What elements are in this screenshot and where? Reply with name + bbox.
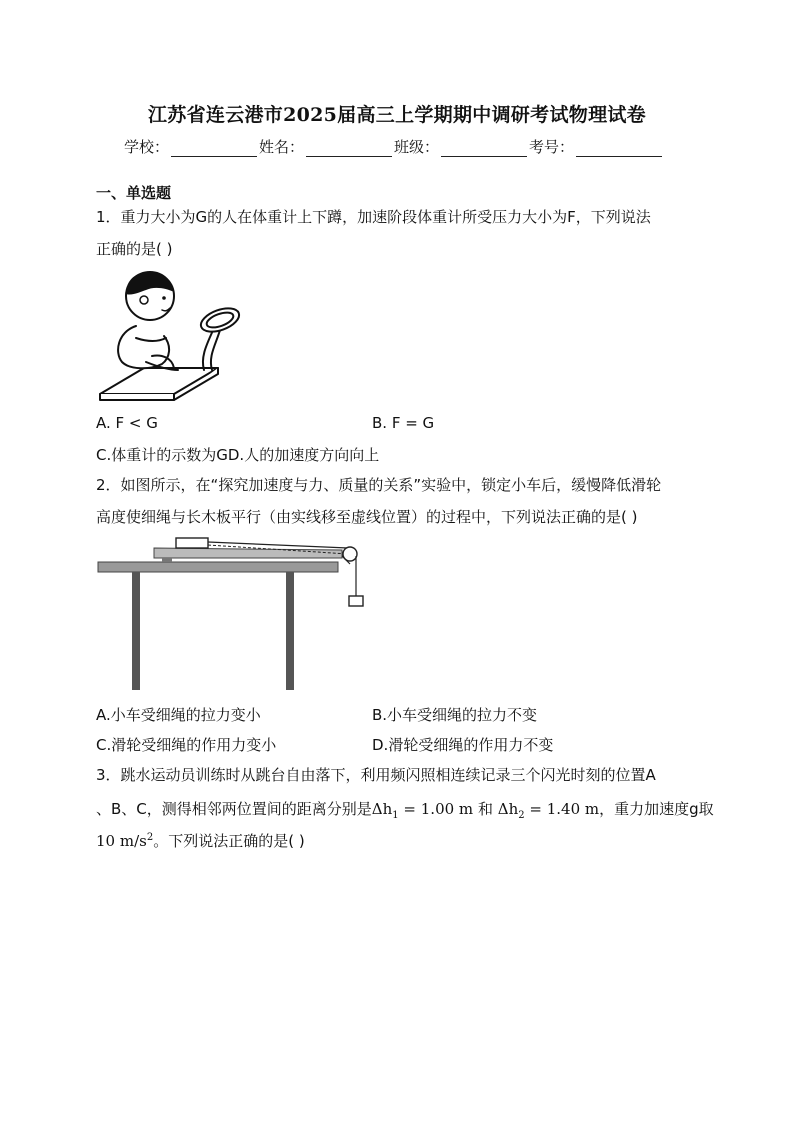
q3-delta-h1: $\Delta h_1 = 1.00$ m — [371, 800, 474, 821]
q1-option-c[interactable]: C.体重计的示数为GD.人的加速度方向向上 — [96, 446, 380, 464]
q2-option-b[interactable]: B.小车受细绳的拉力不变 — [372, 706, 538, 724]
class-blank[interactable] — [441, 142, 527, 157]
q1-option-d[interactable]: D.人的加速度方向向上 — [227, 446, 380, 464]
q1-stem-line2: 正确的是( ) — [96, 240, 173, 258]
exam-number-label: 考号： — [529, 138, 575, 156]
school-label: 学校： — [124, 138, 170, 156]
q3-stem-line2: 、B、C，测得相邻两位置间的距离分别是$\Delta h_1 = 1.00$ m 和 $\Delta h_2 = 1.40$ m，重力加速度g取 — [96, 800, 714, 821]
q2-stem-line1: 2．如图所示，在“探究加速度与力、质量的关系”实验中，锁定小车后，缓慢降低滑轮 — [96, 476, 662, 494]
q3-gravity-value: 10 $m/s^2$ — [96, 832, 154, 850]
school-blank[interactable] — [171, 142, 257, 157]
name-blank[interactable] — [306, 142, 392, 157]
q2-stem-line2: 高度使细绳与长木板平行（由实线移至虚线位置）的过程中，下列说法正确的是( ) — [96, 508, 638, 526]
q2-option-a[interactable]: A.小车受细绳的拉力变小 — [96, 706, 261, 724]
name-label: 姓名： — [259, 138, 305, 156]
student-info-row — [124, 136, 664, 157]
exam-number-blank[interactable] — [576, 142, 662, 157]
q1-option-b[interactable]: B. F = G — [372, 414, 435, 432]
class-label: 班级： — [394, 138, 440, 156]
q3-stem-line1: 3．跳水运动员训练时从跳台自由落下，利用频闪照相连续记录三个闪光时刻的位置A — [96, 766, 656, 784]
q2-option-d[interactable]: D.滑轮受细绳的作用力不变 — [372, 736, 554, 754]
q1-stem-line1: 1．重力大小为G的人在体重计上下蹲，加速阶段体重计所受压力大小为F，下列说法 — [96, 208, 651, 226]
q2-option-c[interactable]: C.滑轮受细绳的作用力变小 — [96, 736, 277, 754]
q2-figure-cart-pulley-table — [96, 534, 376, 694]
q1-option-a[interactable]: A. F < G — [96, 414, 158, 432]
q1-figure-person-on-scale — [96, 266, 246, 402]
q3-stem-line3: 10 $m/s^2$。下列说法正确的是( ) — [96, 832, 305, 850]
section-title: 一、单选题 — [96, 184, 172, 202]
page-title: 江苏省连云港市2025届高三上学期期中调研考试物理试卷 — [148, 104, 646, 126]
q3-delta-h2: $\Delta h_2 = 1.40$ m — [497, 800, 600, 821]
